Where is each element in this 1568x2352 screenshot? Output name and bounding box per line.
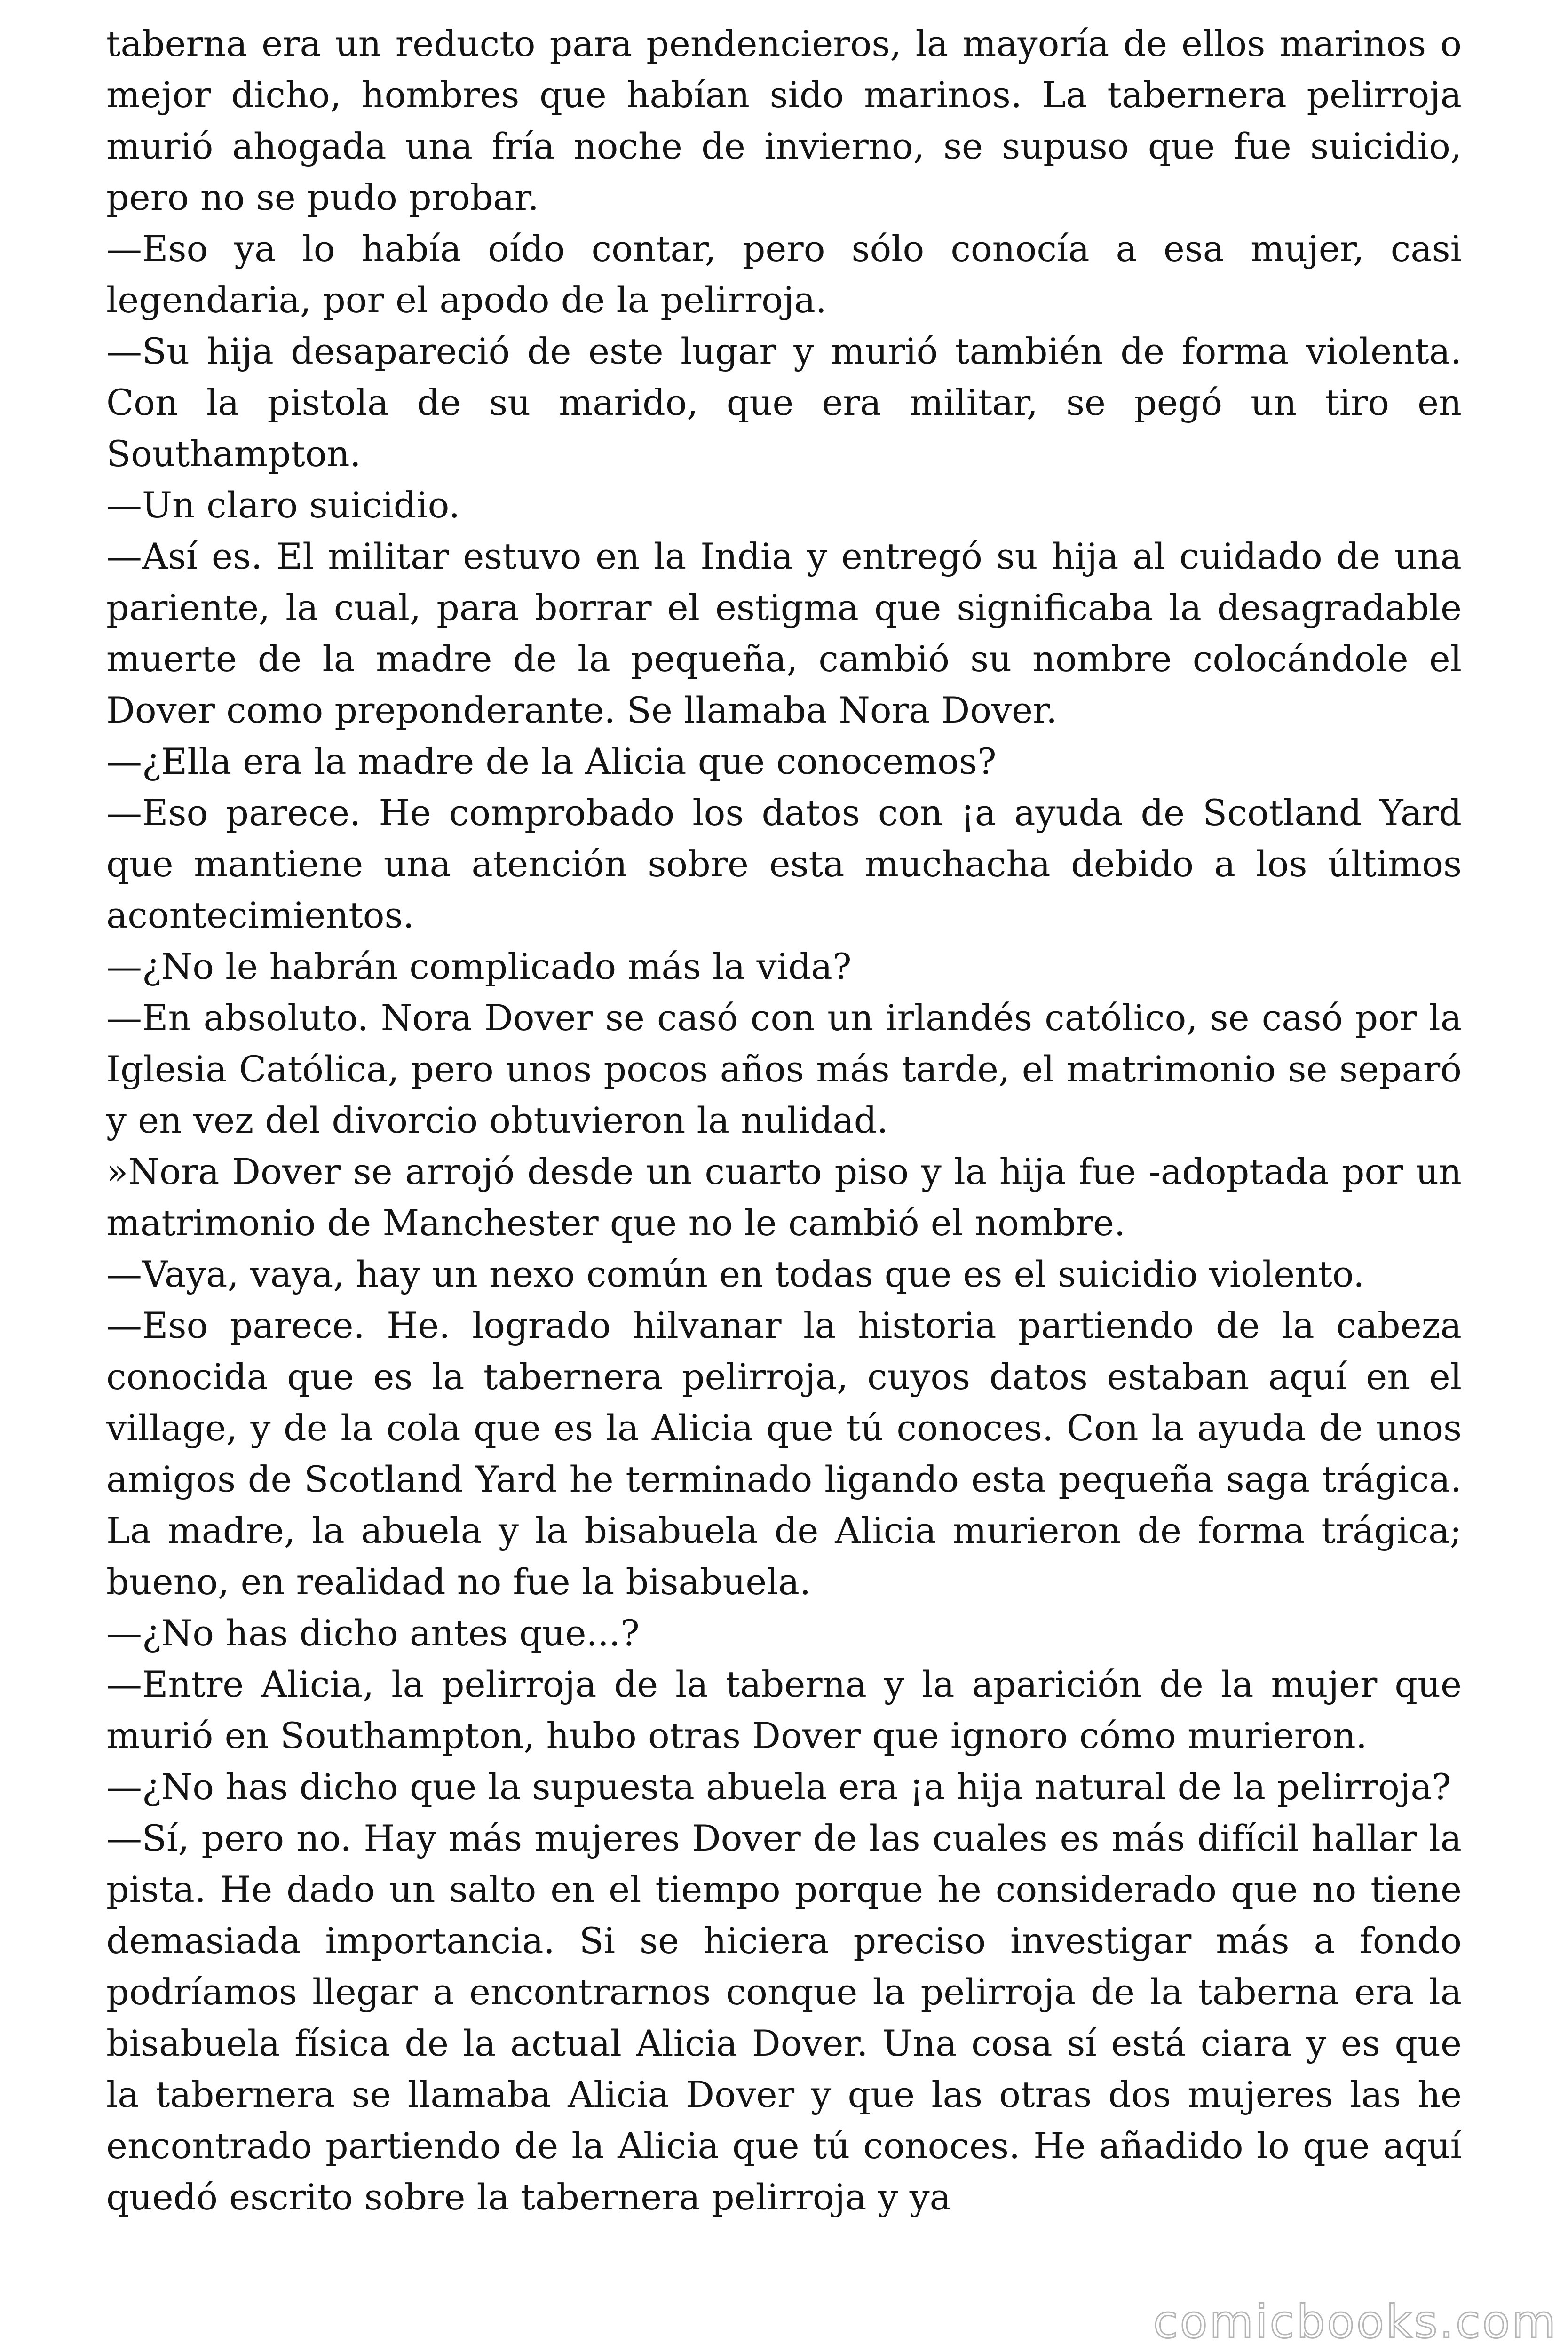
paragraph: —¿Ella era la madre de la Alicia que conocemos? bbox=[106, 740, 997, 782]
paragraph: —Entre Alicia, la pelirroja de la taberna y la aparición de la mujer que murió en Southampton, hubo otras Dover que ignoro cómo murieron. bbox=[106, 1663, 1462, 1756]
watermark-logo: comicbooks.com bbox=[1153, 2296, 1558, 2348]
paragraph: »Nora Dover se arrojó desde un cuarto piso y la hija fue -adoptada por un matrimonio de Manchester que no le cambió el nombre. bbox=[106, 1151, 1462, 1244]
paragraph: —¿No le habrán complicado más la vida? bbox=[106, 946, 852, 987]
paragraph: —Un claro suicidio. bbox=[106, 484, 460, 526]
paragraph: —Vaya, vaya, hay un nexo común en todas que es el suicidio violento. bbox=[106, 1253, 1365, 1295]
paragraph: —En absoluto. Nora Dover se casó con un irlandés católico, se casó por la Iglesia Católica, pero unos pocos años más tarde, el matrimonio se separó y en vez del divorcio obtuvieron la nulidad. bbox=[106, 997, 1462, 1141]
paragraph: taberna era un reducto para pendencieros, la mayoría de ellos marinos o mejor dicho, hombres que habían sido marinos. La tabernera pelirroja murió ahogada una fría noche de invierno, se supuso que fue suicidio, pero no se pudo probar. bbox=[106, 23, 1462, 218]
paragraph: —Eso parece. He. logrado hilvanar la historia partiendo de la cabeza conocida que es la tabernera pelirroja, cuyos datos estaban aquí en el village, y de la cola que es la Alicia que tú conoces. Con la ayuda de unos amigos de Scotland Yard he terminado ligando esta pequeña saga trágica. La madre, la abuela y la bisabuela de Alicia murieron de forma trágica; bueno, en realidad no fue la bisabuela. bbox=[106, 1304, 1462, 1603]
paragraph: —¿No has dicho antes que...? bbox=[106, 1612, 640, 1654]
paragraph: —Así es. El militar estuvo en la India y entregó su hija al cuidado de una pariente, la cual, para borrar el estigma que significaba la desagradable muerte de la madre de la pequeña, cambió su nombre colocándole el Dover como preponderante. Se llamaba Nora Dover. bbox=[106, 535, 1462, 731]
paragraph: —Sí, pero no. Hay más mujeres Dover de las cuales es más difícil hallar la pista. He dado un salto en el tiempo porque he considerado que no tiene demasiada importancia. Si se hiciera preciso investigar más a fondo podríamos llegar a encontrarnos conque la pelirroja de la taberna era la bisabuela física de la actual Alicia Dover. Una cosa sí está ciara y es que la tabernera se llamaba Alicia Dover y que las otras dos mujeres las he encontrado partiendo de la Alicia que tú conoces. He añadido lo que aquí quedó escrito sobre la tabernera pelirroja y ya bbox=[106, 1817, 1462, 2218]
paragraph: —Eso ya lo había oído contar, pero sólo conocía a esa mujer, casi legendaria, por el apodo de la pelirroja. bbox=[106, 228, 1462, 321]
paragraph: —Su hija desapareció de este lugar y murió también de forma violenta. Con la pistola de su marido, que era militar, se pegó un tiro en Southampton. bbox=[106, 330, 1462, 475]
paragraph: —Eso parece. He comprobado los datos con ¡a ayuda de Scotland Yard que mantiene una atención sobre esta muchacha debido a los últimos acontecimientos. bbox=[106, 792, 1462, 936]
paragraph: —¿No has dicho que la supuesta abuela era ¡a hija natural de la pelirroja? bbox=[106, 1766, 1451, 1808]
body-text bbox=[106, 18, 1462, 2223]
